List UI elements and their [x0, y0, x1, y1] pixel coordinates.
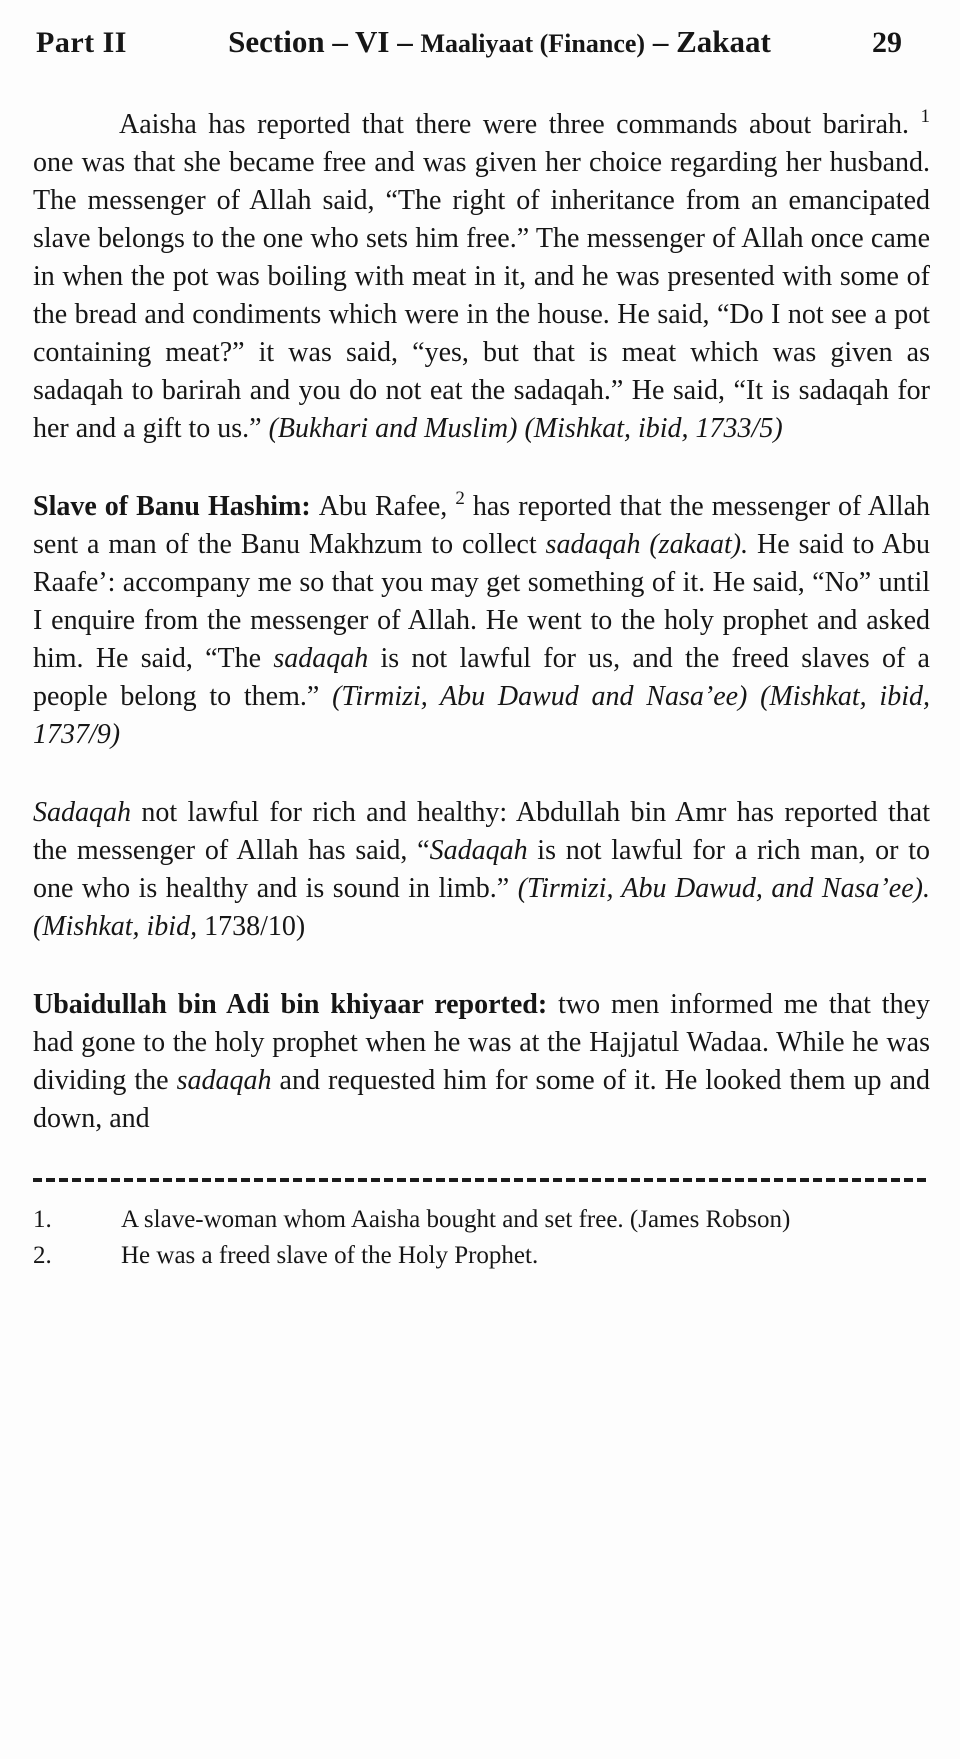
text-run: (Tirmizi, Abu Dawud and Nasa’ee) (Mishkat, ibid, 1737/9) [33, 681, 930, 750]
text-run: (Bukhari and Muslim) (Mishkat, ibid, 1733/5) [268, 413, 783, 444]
text-run: is not lawful for a rich man, or to one who is healthy and is sound in limb.” [33, 835, 930, 904]
paragraph-ubaidullah-reported [33, 986, 930, 1138]
footnotes-section [33, 1178, 930, 1274]
text-run: one was that she became free and was given her choice regarding her husband. The messenger of Allah said, “The right of inheritance from an emancipated slave belongs to the one who sets him free.” The messenger of Allah once came in when the pot was boiling with meat in it, and he was presented with some of the bread and condiments which were in the house. He said, “Do I not see a pot containing meat?” it was said, “yes, but that is meat which was given as sadaqah to barirah and you do not eat the sadaqah.” He said, “It is sadaqah for her and a gift to us.” [33, 147, 930, 444]
text-run: Aaisha has reported that there were three commands about barirah. [119, 109, 921, 140]
text-run: two men informed me that they had gone to the holy prophet when he was at the Hajjatul Wadaa. While he was dividing the [33, 989, 930, 1096]
footnote-separator [33, 1178, 930, 1182]
text-run: not lawful for rich and healthy: Abdullah bin Amr has reported that the messenger of Allah has said, “ [33, 797, 930, 866]
text-run: Ubaidullah bin Adi bin khiyaar reported: [33, 989, 559, 1020]
footnote-marker-superscript: 1 [920, 106, 930, 127]
header-section-number: Section – VI – [228, 24, 421, 59]
header-section-topic: Maaliyaat (Finance) [420, 29, 646, 58]
text-run: (Tirmizi, Abu Dawud, and Nasa’ee). (Mishkat, ibid, [33, 873, 930, 942]
page-body [33, 106, 930, 1138]
text-run: has reported that the messenger of Allah sent a man of the Banu Makhzum to collect [33, 491, 930, 560]
text-run: He said to Abu Raafe’: accompany me so that you may get something of it. He said, “No” until I enquire from the messenger of Allah. He went to the holy prophet and asked him. He said, “The [33, 529, 930, 674]
text-run: sadaqah [176, 1065, 272, 1096]
text-run: sadaqah [273, 643, 369, 674]
footnote-number: 2. [33, 1242, 52, 1269]
text-run: sadaqah (zakaat). [545, 529, 749, 560]
text-run: is not lawful for us, and the freed slaves of a people belong to them.” [33, 643, 930, 712]
header-section-chapter: – Zakaat [645, 24, 771, 59]
header-page-number: 29 [872, 26, 902, 59]
footnote-number: 1. [33, 1206, 52, 1233]
text-run: Sadaqah [33, 797, 131, 828]
text-run: Abu Rafee, [318, 491, 456, 522]
paragraph-aaisha-barirah [33, 106, 930, 448]
text-run: and requested him for some of it. He looked them up and down, and [33, 1065, 930, 1134]
text-run: 1738/10) [204, 911, 306, 942]
footnote-item [33, 1238, 930, 1274]
footnote-marker-superscript: 2 [455, 488, 465, 509]
text-run: Slave of Banu Hashim: [33, 491, 319, 522]
footnote-text: He was a freed slave of the Holy Prophet. [121, 1242, 539, 1269]
text-run: Sadaqah [429, 835, 528, 866]
page-header [0, 0, 960, 60]
paragraph-sadaqah-not-lawful [33, 794, 930, 946]
footnote-text: A slave-woman whom Aaisha bought and set free. (James Robson) [121, 1206, 791, 1233]
header-section-title [127, 24, 872, 60]
header-part-label: Part II [36, 26, 127, 59]
paragraph-slave-of-banu-hashim [33, 488, 930, 754]
footnote-item [33, 1202, 930, 1238]
